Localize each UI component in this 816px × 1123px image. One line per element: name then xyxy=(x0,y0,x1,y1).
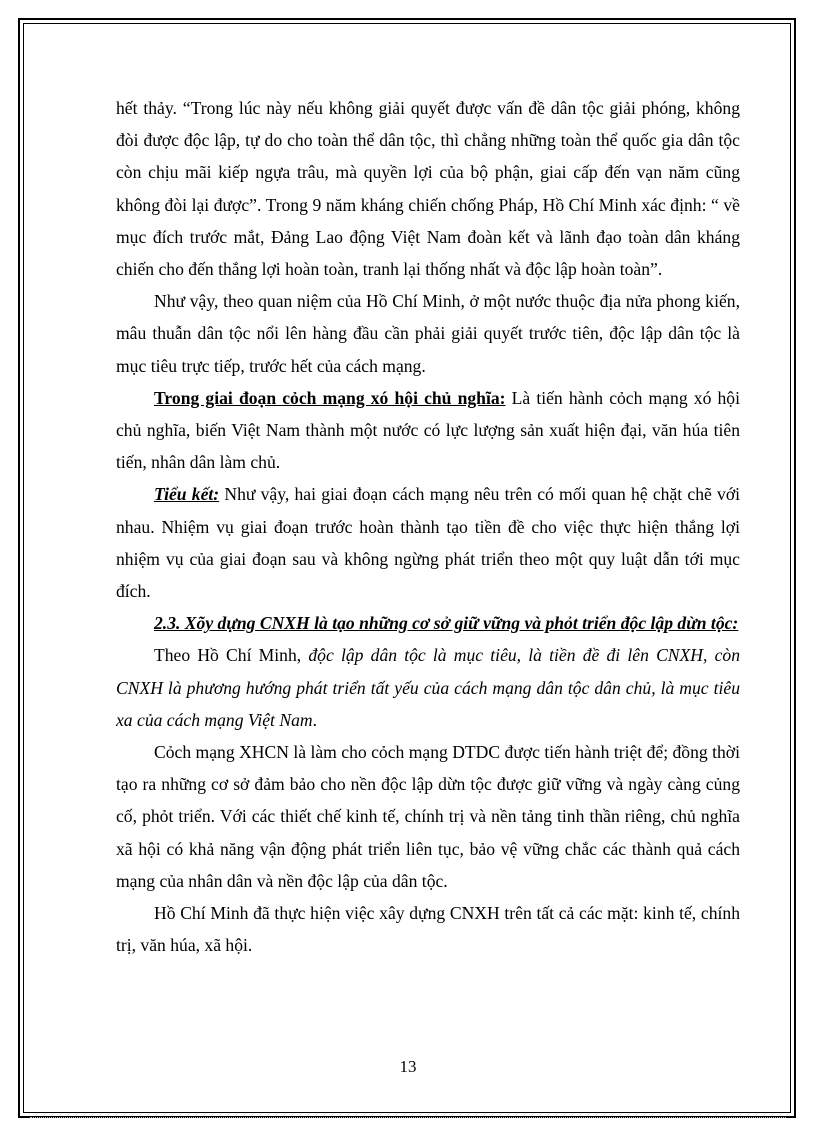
paragraph-5-tail: . xyxy=(312,709,317,730)
paragraph-7-text: Hồ Chí Minh đã thực hiện việc xây dựng CNXH trên tất cả các mặt: kinh tế, chính trị, văn húa, xã hội. xyxy=(116,903,740,956)
paragraph-3-text: Là tiến hành cỏch mạng xó hội chủ nghĩa, biến Việt Nam thành một nước có lực lượng sản xuất hiện đại, văn húa tiên tiến, nhân dân làm chủ. xyxy=(116,387,740,473)
paragraph-3 xyxy=(116,382,740,479)
paragraph-3-lead: Trong giai đoạn cỏch mạng xó hội chủ nghĩa: xyxy=(154,387,506,408)
section-heading xyxy=(116,607,740,639)
body-text xyxy=(116,92,740,961)
paragraph-2 xyxy=(116,285,740,382)
paragraph-5-lead: Theo Hồ Chí Minh, xyxy=(154,645,309,666)
paragraph-6-text: Cỏch mạng XHCN là làm cho cỏch mạng DTDC được tiến hành triệt để; đồng thời tạo ra những cơ sở đảm bảo cho nền độc lập dừn tộc được giữ vững và ngày càng củng cố, phỏt triển. Với các thiết chế kinh tế, chính trị và nền tảng tinh thần riêng, chủ nghĩa xã hội có khả năng vận động phát triển liên tục, bảo vệ vững chắc các thành quả cách mạng của nhân dân và nền độc lập của dân tộc. xyxy=(116,742,740,891)
paragraph-2-text: Như vậy, theo quan niệm của Hồ Chí Minh, ở một nước thuộc địa nửa phong kiến, mâu thuẫn dân tộc nổi lên hàng đầu cần phải giải quyết trước tiên, độc lập dân tộc là mục tiêu trực tiếp, trước hết của cách mạng. xyxy=(116,291,740,376)
footer-dotted-rule xyxy=(30,1117,786,1118)
paragraph-4-text: Như vậy, hai giai đoạn cách mạng nêu trên có mối quan hệ chặt chẽ với nhau. Nhiệm vụ giai đoạn trước hoàn thành tạo tiền đề cho việc thực hiện thắng lợi nhiệm vụ của giai đoạn sau và không ngừng phát triển theo một quy luật dẫn tới mục đích. xyxy=(116,484,741,602)
paragraph-4-lead: Tiểu kết: xyxy=(154,484,220,505)
paragraph-4 xyxy=(116,478,740,607)
paragraph-5 xyxy=(116,639,740,736)
paragraph-5-text: độc lập dân tộc là mục tiêu, là tiền đề đi lên CNXH, còn CNXH là phương hướng phát triển tất yếu của cách mạng dân tộc dân chủ, là mục tiêu xa của cách mạng Việt Nam xyxy=(116,645,740,730)
paragraph-7 xyxy=(116,897,740,961)
paragraph-1 xyxy=(116,92,740,285)
section-heading-text: 2.3. Xõy dựng CNXH là tạo những cơ sở giữ vững và phỏt triển độc lập dừn tộc: xyxy=(154,613,739,634)
page-number: 13 xyxy=(399,1057,417,1076)
paragraph-1-text: hết thảy. “Trong lúc này nếu không giải quyết được vấn đề dân tộc giải phóng, không đòi được độc lập, tự do cho toàn thể dân tộc, thì chẳng những toàn thể quốc gia dân tộc còn chịu mãi kiếp ngựa trâu, mà quyền lợi của bộ phận, giai cấp đến vạn năm cũng không đòi lại được”. Trong 9 năm kháng chiến chống Pháp, Hồ Chí Minh xác định: “ về mục đích trước mắt, Đảng Lao động Việt Nam đoàn kết và lãnh đạo toàn dân kháng chiến cho đến thắng lợi hoàn toàn, tranh lại thống nhất và độc lập hoàn toàn”. xyxy=(116,98,740,280)
paragraph-6 xyxy=(116,736,740,897)
